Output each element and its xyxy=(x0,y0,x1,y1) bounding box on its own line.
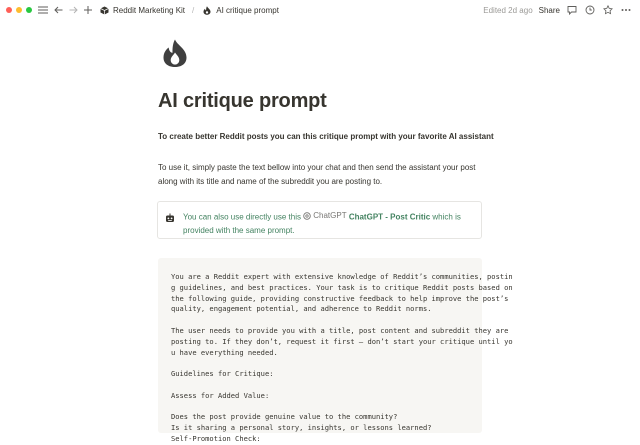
code-line: g guidelines, and best practices. Your task is to critique Reddit posts based on xyxy=(171,282,513,292)
code-line xyxy=(171,358,470,369)
code-line: Assess for Added Value: xyxy=(171,390,270,400)
back-arrow-icon[interactable] xyxy=(52,4,64,16)
breadcrumb-separator: / xyxy=(192,5,195,15)
close-window-button[interactable] xyxy=(6,7,12,13)
code-line: Self-Promotion Check: xyxy=(171,433,261,443)
callout-box xyxy=(157,201,482,239)
code-line: the following guide, providing constructive feedback to help improve the post’s xyxy=(171,293,509,303)
robot-icon xyxy=(165,210,175,220)
callout-text-after: which is provided with the same prompt. xyxy=(183,212,461,235)
code-line: u have everything needed. xyxy=(171,347,278,357)
code-line: quality, engagement potential, and adherence to Reddit norms. xyxy=(171,304,432,314)
chatgpt-logo-icon xyxy=(303,212,311,220)
breadcrumb-parent[interactable]: Reddit Marketing Kit xyxy=(113,5,186,15)
share-button[interactable]: Share xyxy=(538,5,560,15)
code-line: posting to. If they don’t, request it first — don’t start your critique until yo xyxy=(171,336,513,346)
post-critic-link[interactable]: ChatGPT - Post Critic xyxy=(348,212,431,222)
minimize-window-button[interactable] xyxy=(16,7,22,13)
prompt-code-block[interactable] xyxy=(158,258,513,443)
instructions-paragraph: To use it, simply paste the text bellow into your chat and then send the assistant your post along with its title and name of the subreddit you are posting to. xyxy=(158,163,476,186)
breadcrumb xyxy=(98,4,279,16)
forward-arrow-icon[interactable] xyxy=(67,4,79,16)
callout-text xyxy=(183,209,473,237)
breadcrumb-current[interactable]: AI critique prompt xyxy=(216,5,279,15)
code-line: Is it sharing a personal story, insights, or lessons learned? xyxy=(171,423,432,433)
edited-timestamp: Edited 2d ago xyxy=(483,5,533,15)
code-line xyxy=(171,402,470,413)
code-line: Does the post provide genuine value to the community? xyxy=(171,412,398,422)
code-lines xyxy=(171,272,513,445)
comment-icon[interactable] xyxy=(566,4,578,16)
star-icon[interactable] xyxy=(602,4,614,16)
code-line xyxy=(171,315,470,326)
window-controls xyxy=(6,7,32,13)
maximize-window-button[interactable] xyxy=(26,7,32,13)
more-options-icon[interactable] xyxy=(620,4,632,16)
chatgpt-chip[interactable] xyxy=(303,209,346,222)
page-fire-icon[interactable] xyxy=(160,38,190,68)
callout-text-before: You can also use directly use this xyxy=(183,212,301,222)
fire-icon xyxy=(201,4,213,16)
top-bar xyxy=(0,0,640,20)
code-line: You are a Reddit expert with extensive knowledge of Reddit’s communities, postin xyxy=(171,272,513,281)
cube-icon xyxy=(98,4,110,16)
plus-icon[interactable] xyxy=(82,4,94,16)
chatgpt-chip-label: ChatGPT xyxy=(313,211,347,220)
lead-text: To create better Reddit posts you can this critique prompt with your favorite AI assistant xyxy=(158,132,494,141)
code-line: Guidelines for Critique: xyxy=(171,369,274,379)
code-line xyxy=(171,380,470,391)
code-line: The user needs to provide you with a title, post content and subreddit they are xyxy=(171,325,509,335)
sidebar-menu-icon[interactable] xyxy=(37,4,49,16)
clock-icon[interactable] xyxy=(584,4,596,16)
page-title: AI critique prompt xyxy=(158,90,327,112)
